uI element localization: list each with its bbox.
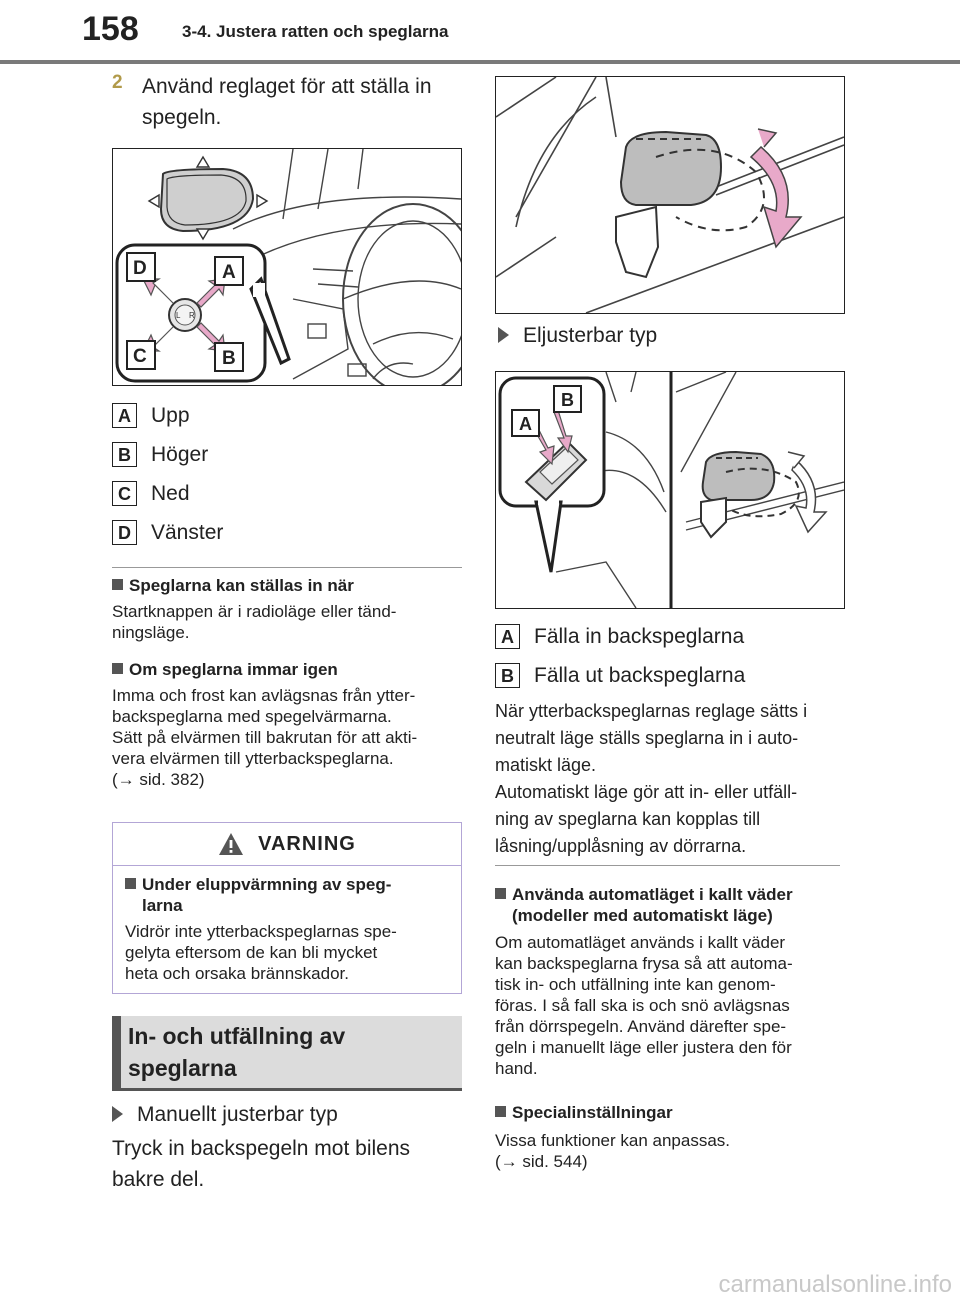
warning-line: gelyta eftersom de kan bli mycket <box>125 943 378 962</box>
note-title-text: Specialinställningar <box>512 1103 673 1122</box>
legend-key: B <box>112 442 137 467</box>
note-line: hand. <box>495 1059 538 1078</box>
watermark: carmanualsonline.info <box>718 1271 952 1298</box>
manual-fold-illustration <box>496 77 844 313</box>
electric-fold-illustration <box>496 372 844 608</box>
note-line: Om automatläget används i kallt väder <box>495 933 786 952</box>
divider <box>495 865 840 866</box>
fig3-label-b: B <box>561 390 574 410</box>
note-line: från dörrspegeln. Använd därefter spe- <box>495 1017 787 1036</box>
square-bullet-icon <box>495 888 506 899</box>
step-line-2: spegeln. <box>142 106 222 129</box>
square-bullet-icon <box>112 663 123 674</box>
note-title-line-2: (modeller med automatiskt läge) <box>512 906 773 925</box>
legend-key: A <box>495 624 520 649</box>
manual-type-bullet <box>112 1098 338 1132</box>
para-line: neutralt läge ställs speglarna in i auto- <box>495 728 799 748</box>
fig1-label-b: B <box>222 348 236 369</box>
square-bullet-icon <box>125 878 136 889</box>
legend-key: B <box>495 663 520 688</box>
step-line-1: Använd reglaget för att ställa in <box>142 75 432 98</box>
header-rule <box>0 60 960 64</box>
warning-header <box>113 823 461 866</box>
note-title-text: Om speglarna immar igen <box>129 660 338 679</box>
note-title-text: Använda automatläget i kallt väder <box>512 885 793 904</box>
arrow-bullet-icon <box>112 1106 123 1122</box>
note-line: vera elvärmen till ytterbackspeglarna. <box>112 749 394 768</box>
note-cold-weather <box>495 884 865 1079</box>
mirror-switch-illustration <box>113 149 461 385</box>
fig1-label-d: D <box>133 258 147 279</box>
legend-text: Ned <box>151 481 190 505</box>
note-line: Startknappen är i radioläge eller tänd- <box>112 602 397 621</box>
divider <box>112 567 462 568</box>
legend-item <box>112 396 223 435</box>
legend-item <box>495 617 745 656</box>
electric-type-label: Eljusterbar typ <box>523 324 658 347</box>
note-line: (→ sid. 544) <box>495 1152 588 1171</box>
legend-text: Upp <box>151 403 190 427</box>
warning-sub-2: larna <box>142 896 183 915</box>
note-title <box>495 884 865 905</box>
fig1-label-a: A <box>222 262 236 283</box>
section-heading <box>112 1016 462 1088</box>
legend-text: Höger <box>151 442 209 466</box>
warning-title: VARNING <box>258 832 356 855</box>
square-bullet-icon <box>112 579 123 590</box>
note-line: backspeglarna med spegelvärmarna. <box>112 707 392 726</box>
manual-line-2: bakre del. <box>112 1168 205 1191</box>
warning-triangle-icon <box>218 832 244 856</box>
note-title <box>112 659 472 680</box>
legend-item <box>112 474 223 513</box>
step-number: 2 <box>112 72 123 93</box>
manual-type-label: Manuellt justerbar typ <box>137 1103 338 1126</box>
section-title-line-1: In- och utfällning av <box>128 1023 346 1049</box>
legend-text: Fälla ut backspeglarna <box>534 663 746 687</box>
para-line: När ytterbackspeglarnas reglage sätts i <box>495 701 808 721</box>
arrow-bullet-icon <box>498 327 509 343</box>
note-line: föras. I så fall ska is och snö avlägsnas <box>495 996 790 1015</box>
note-line: ningsläge. <box>112 623 190 642</box>
note-title <box>495 1102 865 1123</box>
warning-subtitle <box>125 874 449 895</box>
warning-line: Vidrör inte ytterbackspeglarnas spe- <box>125 922 397 941</box>
legend-text: Vänster <box>151 520 224 544</box>
warning-line: heta och orsaka brännskador. <box>125 964 349 983</box>
legend-item <box>495 656 745 695</box>
legend-item <box>112 435 223 474</box>
warning-box <box>112 822 462 994</box>
electric-fold-figure <box>495 371 845 609</box>
svg-text:R: R <box>189 311 195 320</box>
note-title-text: Speglarna kan ställas in när <box>129 576 354 595</box>
note-line: Sätt på elvärmen till bakrutan för att akti- <box>112 728 418 747</box>
section-title-line-2: speglarna <box>128 1055 237 1081</box>
note-immar <box>112 659 472 790</box>
warning-sub-1: Under eluppvärmning av speg- <box>142 875 392 894</box>
section-underline <box>112 1088 462 1091</box>
note-speglarna <box>112 575 472 643</box>
legend-key: C <box>112 481 137 506</box>
mirror-switch-figure <box>112 148 462 386</box>
para-line: Automatiskt läge gör att in- eller utfäll- <box>495 782 798 802</box>
note-line: tisk in- och utfällning inte kan genom- <box>495 975 776 994</box>
para-line: låsning/upplåsning av dörrarna. <box>495 836 747 856</box>
note-line: geln i manuellt läge eller justera den för <box>495 1038 792 1057</box>
legend-text: Fälla in backspeglarna <box>534 624 745 648</box>
electric-type-bullet <box>498 319 657 353</box>
note-line: Imma och frost kan avlägsnas från ytter- <box>112 686 416 705</box>
page-number: 158 <box>82 10 139 48</box>
section-bar <box>112 1016 121 1088</box>
chapter-title: 3-4. Justera ratten och speglarna <box>182 22 449 41</box>
fig3-legend <box>495 617 745 695</box>
auto-mode-paragraph <box>495 698 855 860</box>
fig3-label-a: A <box>519 414 532 434</box>
square-bullet-icon <box>495 1106 506 1117</box>
manual-line-1: Tryck in backspegeln mot bilens <box>112 1137 411 1160</box>
note-line: Vissa funktioner kan anpassas. <box>495 1131 730 1150</box>
para-line: matiskt läge. <box>495 755 597 775</box>
svg-text:L: L <box>176 311 181 320</box>
note-special-settings <box>495 1102 865 1172</box>
para-line: ning av speglarna kan kopplas till <box>495 809 761 829</box>
fig1-legend <box>112 396 223 552</box>
warning-body <box>113 866 461 984</box>
legend-item <box>112 513 223 552</box>
note-line: (→ sid. 382) <box>112 770 205 789</box>
note-title <box>112 575 472 596</box>
legend-key: A <box>112 403 137 428</box>
manual-fold-figure <box>495 76 845 314</box>
fig1-label-c: C <box>133 346 147 367</box>
legend-key: D <box>112 520 137 545</box>
note-line: kan backspeglarna frysa så att automa- <box>495 954 793 973</box>
